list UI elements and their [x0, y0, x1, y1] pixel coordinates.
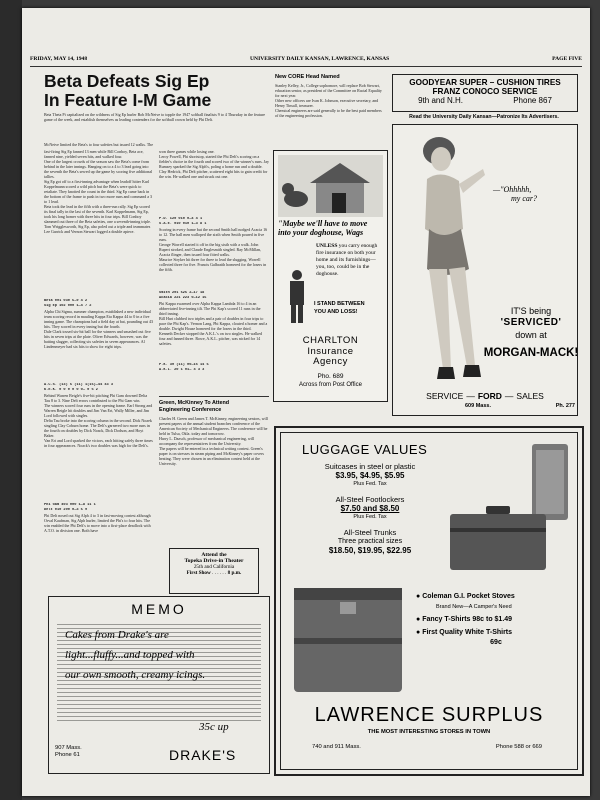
memo-line-1: Cakes from Drake's are: [65, 629, 169, 641]
doghouse-cartoon-icon: [278, 155, 383, 217]
goodyear-address: 9th and N.H.: [418, 96, 464, 105]
header-date: FRIDAY, MAY 14, 1948: [30, 56, 88, 62]
agent-figure-icon: [282, 269, 312, 325]
goodyear-line-2: FRANZ CONOCO SERVICE: [432, 87, 538, 96]
drakes-contact: [55, 745, 82, 759]
memo-text: [65, 625, 261, 685]
luggage-prices: [290, 462, 450, 555]
pinup-girl-illustration-icon: [399, 129, 489, 409]
item-3-price: 69c: [490, 639, 502, 646]
divider: [159, 396, 269, 397]
drakes-phone: Phone 61: [55, 752, 80, 758]
surplus-name: LAWRENCE SURPLUS: [314, 704, 544, 726]
beta-body-4: Phi Delt nosed out Sig Alph 4 to 3 in fast-moving contest although Orval Kaufman, Sig Alph hurler, limited the Phi's to four hits. The win enabled the Phi Delt's to move into a first-place deadlock with A.T.O. in division one. Both have: [44, 513, 151, 533]
morgan-message: [485, 305, 577, 341]
beta-body-2: Alpha Chi Sigma, summer champion, established a new individual team scoring record in mauling Kappa Eta Kappa 44 to 0 in a five inning game. The champions had a field day at bat, pounding out 43 hits. They scored in every inning but the fourth. Dale Clark tossed six-hit ball for the winners and smashed out five hits in seven trips at the plate. Oliver Edwards, however, was the batting slugger, collecting six safeties in seven appearances. Al Lindenmeyer had six hits to show for eight trips.: [44, 309, 154, 349]
charlton-name: [274, 336, 387, 368]
topeka-drive-in-ad: [169, 548, 259, 594]
morgan-contact: [465, 403, 575, 409]
footlocker-illustration-icon: [288, 578, 408, 698]
binder-edge: [0, 0, 22, 800]
box-score-2: Sig Ep 102 000 1—4 7 2: [44, 304, 92, 308]
col2-body-a: won three games while losing one. Leroy Powell, Phi shortstop, started the Phi Delt's scoring on a fielder's choice in the fourth and scored two of the winner's runs. Jay Rumsey sparked the Sig Alph's, poling a home run and a double. Clay Hedrick, Phi Delt pitcher, scattered eight hits to gain credit for the win. He walked one and struck out one.: [159, 149, 269, 179]
lawrence-surplus-ad: [274, 426, 584, 776]
goodyear-phone: Phone 867: [513, 96, 552, 105]
surplus-subtitle: THE MOST INTERESTING STORES IN TOWN: [367, 729, 491, 735]
drakes-address: 907 Mass.: [55, 745, 82, 751]
trunks-subline: Three practical sizes: [337, 538, 403, 545]
memo-line-3: our own smooth, creamy icings.: [65, 669, 206, 681]
charlton-body-text: you carry enough fire insurance on both your home and its furnishings—you, too, could be in the doghouse.: [316, 243, 378, 277]
topeka-line-1: Attend the: [201, 552, 227, 558]
charlton-name-3: Agency: [313, 356, 348, 367]
goodyear-line-1: GOODYEAR SUPER – CUSHION TIRES: [409, 78, 561, 87]
memo-title: MEMO: [131, 601, 187, 617]
beta-headline: [44, 72, 269, 110]
headline-line-2: In Feature I-M Game: [44, 90, 212, 110]
morgan-phone: Ph. 277: [555, 403, 575, 409]
charlton-name-1: CHARLTON: [302, 335, 359, 346]
morgan-mack-ad: [392, 124, 578, 416]
box-score-3: A.C.S. (13) 5 (11) 1(15)—44 43 3: [44, 383, 114, 387]
service-ford-sales: SERVICE — FORD — SALES: [426, 391, 544, 401]
unless-word: UNLESS: [316, 243, 338, 249]
item-2-title: Fancy T-Shirts 98c to $1.49: [422, 616, 513, 623]
trunks-line: All-Steel Trunks: [343, 528, 397, 537]
col2-body-b: Scoring in every frame but the second Smith hall nodged Acacia 16 to 12. The hall men walloped the sixth when Smith poured in five runs. George Worrell started it off in the big sixth with a walk. John Rupert stroked, and Claude Englesmith singled. Ray McMillan, Acacia flinger, then issued four fitted walks. Maurice Stryker hit three for three to lead the slugging. Worrell collected three for five. Francis Galbraith homered for the losers in the fifth.: [159, 227, 268, 272]
down-at: down at: [515, 330, 547, 340]
trunks-price: $18.50, $19.95, $22.95: [328, 546, 412, 555]
luggage-illustration-icon: [436, 440, 576, 580]
bubble-line-2: my car?: [511, 194, 537, 203]
beta-column-1: [44, 149, 154, 629]
green-article: [159, 396, 269, 534]
memo-price: 35c up: [199, 721, 229, 733]
box-score-9: Smith 201 525 2—17 18: [159, 291, 205, 295]
page-header: [30, 56, 582, 67]
box-score-10: Acacia 221 223 0—12 15: [159, 296, 207, 300]
charlton-name-2: Insurance: [307, 345, 354, 357]
item-1-sub: Brand New—A Camper's Need: [436, 604, 512, 610]
topeka-line-2: Topeka Drive-in Theater: [184, 558, 244, 564]
speech-bubble: [493, 185, 573, 203]
advertiser-tagline: Read the University Daily Kansan—Patronize Its Advertisers.: [409, 114, 559, 120]
service-word: SERVICE: [426, 391, 464, 401]
box-score-5: Phi Gam 403 000 1—8 11 1: [44, 503, 96, 507]
box-score-4: K.E.K. 0 0 0 0 0 0— 0 6 2: [44, 388, 98, 392]
morgan-name: MORGAN-MACK!: [483, 347, 579, 359]
memo-line-2: light...fluffy...and topped with: [65, 649, 195, 661]
box-score-8: S.A.E. 010 010 1—3 8 1: [159, 222, 207, 226]
beta-column-2: [159, 149, 269, 394]
drakes-memo-ad: [48, 596, 270, 774]
beta-lead: Beta Theta Pi capitalized on the wildness of Sig Ep hurler Bob McNeive to topple the 1947 softball finalists 9 to 4 Thursday in the feature game of the week, and establish themselves as leading contenders for the softball crown held by Phi Delt.: [44, 112, 266, 122]
item-2: ● Fancy T-Shirts 98c to $1.49: [416, 616, 513, 623]
topeka-line-3: 25th and California: [193, 564, 235, 570]
charlton-insurance-ad: [273, 150, 388, 402]
col2-body-c: Phi Kappa swarmed over Alpha Kappa Lambda 16 to 4 in an abbreviated five-inning tilt. The Phi Kap's scored 11 runs in the third inning. Bill Hart clubbed two triples and a pair of doubles in four trips to pace the Phi Kap's. Vernon Lang, Phi Kappa, clouted a homer and a double. Dwight House homered for the losers in the third. Kenneth Decker stopped the A.K.L.'s on two singles. He walked four and fanned three. Rowe, A.K.L. pitcher, was nicked for 14 safeties.: [159, 301, 268, 346]
box-score-6: Delt 010 200 0—3 5 9: [44, 508, 88, 512]
footlockers-price: $7.50 and $8.50: [340, 504, 400, 513]
green-body: Charles H. Green and James T. McKinney, engineering seniors, will present papers at the annual student branches conference of the American Society of Mechanical Engineers. The conference will be held in Tulsa, Okla. today and tomorrow. Harry L. Dazsch, professor of mechanical engineering, will accompany the representatives from the University. The papers will be entered in a technical writing contest. Green's paper is on stresses in steam piping and McKinney's paper covers heating. They were chosen in an elimination contest held at the University.: [159, 416, 268, 466]
green-title-1: Green, McKinney To Attend: [159, 400, 230, 406]
footlockers-line: All-Steel Footlockers: [335, 495, 405, 504]
item-3-title: First Quality White T-Shirts: [422, 629, 513, 636]
core-title: New CORE Head Named: [275, 74, 340, 80]
luggage-title: LUGGAGE VALUES: [302, 442, 428, 457]
stand-line-1: I STAND BETWEEN: [314, 301, 365, 307]
goodyear-line-3: [393, 96, 577, 105]
header-page: PAGE FIVE: [552, 56, 582, 62]
surplus-phone: Phone 588 or 669: [495, 744, 542, 750]
box-score-11: P.K. 30 (11) 00—16 14 5: [159, 363, 209, 367]
beta-body-1: fast-firing Sig Ep fanned 13 men while Bill Conboy, Beta ace, fanned nine, yielded seven hits, and walked four. One of the largest crowds of the season saw the Beta's come from behind in the later innings. Hanging on to a 4 to 3 lead going into the seventh the Beta's sewed up the game by scoring five additional tallies. Sig Ep got off to a first-inning advantage when leadoff hitter Karl Koppelmann scored a wild pitch but the Beta's were quick to retaliate. They knotted the count in the third. Sig Ep came back in the bottom of the frame to push in two more runs and command a 3 to 1 lead. Beta took the lead in the fifth with a three-run rally. Sig Ep scored its final tally in the last of the seventh. Karl Koppelmann, Sig Ep, took his long homer with three hits in four trips. Bill Conboy slammed out three of the Beta safeties, one a seventh-inning triple. Tom Wrigglesworth, Sig Ep, also poled out a triple and teammates Lee Garrick and Vernon Stewart logged a double apiece.: [44, 149, 153, 234]
tax-2: Plus Fed. Tax: [353, 514, 387, 520]
first-show-time: 8 p.m.: [227, 570, 242, 576]
core-body: Stanley Kelley, Jr., College sophomore, will replace Bob Stewart, education senior, as president of the Committee on Racial Equality for next year. Other new officers are Ivan K. Johnson, executive secretary, and Henry Tinsall, treasurer. Chemical engineers are said generally to be the best paid members of the engineering profession.: [275, 83, 382, 118]
topeka-showtime: First Show . . . . . . 8 p.m.: [186, 570, 242, 576]
morgan-address: 609 Mass.: [465, 403, 491, 409]
beta-p2: McNeive limited the Beta's to four safeties but issued 12 walks. The: [44, 142, 154, 147]
goodyear-ad: [392, 74, 578, 112]
stand-line-2: YOU AND LOSS!: [314, 309, 358, 315]
box-score-7: P.D. 120 010 0—4 4 1: [159, 217, 203, 221]
surplus-contact: [312, 744, 542, 750]
surplus-items: [416, 592, 576, 648]
ford-word: FORD: [477, 391, 502, 401]
bubble-line-1: —"Ohhhhh,: [493, 185, 532, 194]
suitcases-line: Suitcases in steel or plastic: [324, 462, 416, 471]
tax-1: Plus Fed. Tax: [353, 481, 387, 487]
core-article: [275, 74, 385, 153]
newspaper-page: [22, 8, 590, 796]
headline-line-1: Beta Defeats Sig Ep: [44, 71, 210, 91]
charlton-phone: Pho. 689: [317, 373, 344, 380]
drakes-brand: DRAKE'S: [169, 747, 237, 763]
surplus-address: 740 and 911 Mass.: [312, 744, 361, 750]
box-score-1: Beta 001 030 5—9 4 2: [44, 299, 88, 303]
its-being: IT'S being: [510, 306, 552, 316]
item-1-title: Coleman G.I. Pocket Stoves: [422, 593, 515, 600]
box-score-12: A.K.L. 20 1 01— 4 3 3: [159, 368, 205, 372]
sales-word: SALES: [516, 391, 544, 401]
charlton-slogan-1: "Maybe we'll have to move: [278, 219, 368, 228]
first-show-label: First Show: [186, 570, 211, 576]
serviced-word: 'SERVICED': [500, 317, 562, 328]
beta-body-3: Behind Warren Beigle's five-hit pitching Phi Gam downed Delta Tau 8 to 3. Nine Delt errors contributed to the Phi Gam win. The winners scored four runs in the opening frame. Earl Strong and Warren Beigle hit doubles and Jim Van Ert, Wally Miller, and Jim Lord followed with singles. Delta Tau broke into the scoring column in the second. Dick Noaek singling Clay Coburn home. The Delt's garnered two more runs in the fourth on doubles by Dick Noack, Dick Dodson, and Hoyt Baker. Van Ert and Lord sparked the victors, each hitting safely three times in four appearances. Noack's two doubles was high for the Delt's.: [44, 393, 153, 448]
charlton-body: [316, 243, 382, 278]
suitcases-price: $3.95, $4.95, $5.95: [335, 471, 405, 480]
charlton-slogan-2: into your doghouse, Wags: [278, 228, 364, 237]
green-title-2: Engineering Conference: [159, 406, 222, 413]
header-paper: UNIVERSITY DAILY KANSAN, LAWRENCE, KANSAS: [250, 56, 390, 62]
charlton-address: Across from Post Office: [299, 382, 362, 388]
item-1: ● Coleman G.I. Pocket Stoves: [416, 593, 515, 600]
item-3: ● First Quality White T-Shirts: [416, 629, 513, 636]
